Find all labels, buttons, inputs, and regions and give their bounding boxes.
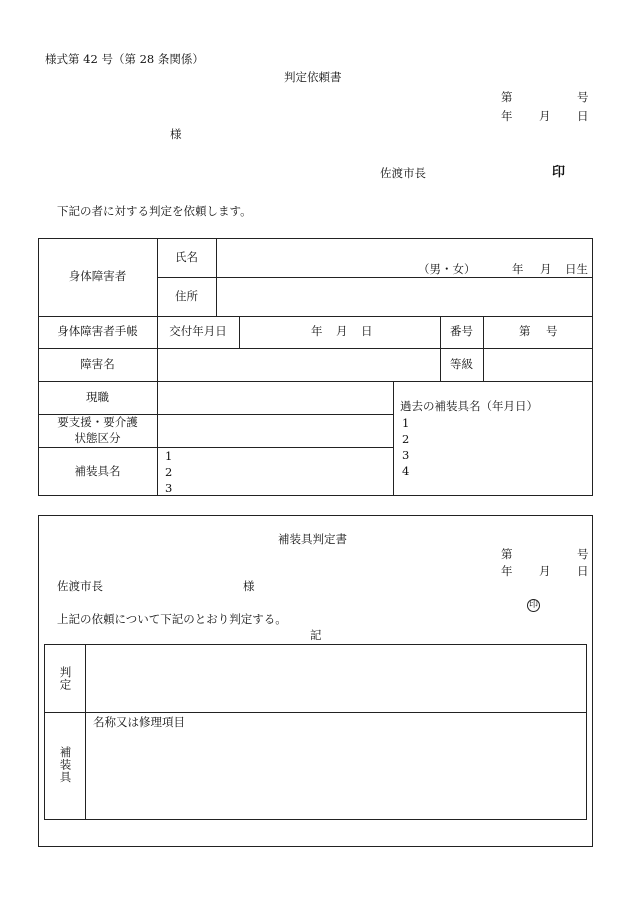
judgement-date-month: 月 (539, 564, 551, 578)
name-label: 氏名 (175, 249, 198, 264)
handbook-number-suffix: 号 (546, 324, 558, 338)
birth-month: 月 (540, 262, 552, 276)
issue-day: 日 (361, 324, 373, 338)
seal-mark: 印 (552, 165, 566, 180)
date-day: 日 (577, 109, 589, 123)
page-title: 判定依頼書 (284, 70, 342, 84)
person-label: 身体障害者 (68, 269, 127, 284)
number-label: 番号 (450, 324, 473, 339)
address-label: 住所 (175, 288, 198, 303)
judgement-date-day: 日 (577, 564, 589, 578)
table-divider (239, 316, 240, 348)
table-divider (157, 277, 593, 278)
number-prefix: 第 (501, 90, 513, 104)
request-body-text: 下記の者に対する判定を依頼します。 (57, 204, 252, 218)
device-item: 1 (165, 449, 173, 463)
past-device-item: 3 (402, 448, 410, 462)
device-label: 補装具 (58, 746, 73, 784)
handbook-label: 身体障害者手帳 (57, 324, 138, 339)
table-divider (85, 644, 86, 820)
table-divider (483, 316, 484, 381)
table-divider (216, 238, 217, 316)
date-year: 年 (501, 109, 513, 123)
ki-mark: 記 (310, 628, 322, 642)
disability-label: 障害名 (80, 356, 115, 371)
number-suffix: 号 (577, 90, 589, 104)
past-device-item: 4 (402, 464, 410, 478)
form-number: 様式第 42 号（第 28 条関係） (45, 52, 204, 66)
judgement-number-suffix: 号 (577, 547, 589, 561)
judgement-date-year: 年 (501, 564, 513, 578)
birth-day: 日生 (565, 262, 588, 276)
occupation-label: 現職 (86, 389, 109, 404)
gender-field: （男・女） (418, 262, 476, 276)
judgement-body-text: 上記の依頼について下記のとおり判定する。 (57, 612, 287, 626)
grade-label: 等級 (450, 356, 473, 371)
judgement-addressee: 佐渡市長 (57, 579, 103, 593)
judgement-table (44, 644, 587, 820)
care-level-label: 要支援・要介護 状態区分 (57, 414, 138, 445)
judgement-addressee-suffix: 様 (243, 579, 255, 593)
device-item: 2 (165, 465, 173, 479)
table-divider (44, 712, 587, 713)
past-device-item: 2 (402, 432, 410, 446)
addressee-suffix: 様 (170, 127, 182, 141)
issue-month: 月 (336, 324, 348, 338)
judgement-title: 補装具判定書 (278, 532, 347, 546)
birth-year: 年 (512, 262, 524, 276)
table-divider (393, 381, 394, 496)
handbook-number-prefix: 第 (519, 324, 531, 338)
sender-name: 佐渡市長 (380, 166, 426, 180)
issue-date-label: 交付年月日 (169, 324, 227, 339)
date-month: 月 (539, 109, 551, 123)
devices-label: 補装具名 (74, 463, 121, 478)
past-devices-label: 過去の補装具名（年月日） (400, 399, 538, 413)
judgement-number-prefix: 第 (501, 547, 513, 561)
past-device-item: 1 (402, 416, 410, 430)
item-name-label: 名称又は修理項目 (93, 715, 185, 729)
issue-year: 年 (311, 324, 323, 338)
judgement-label: 判定 (58, 666, 73, 691)
device-item: 3 (165, 481, 173, 495)
judgement-seal: 印 (528, 600, 538, 610)
